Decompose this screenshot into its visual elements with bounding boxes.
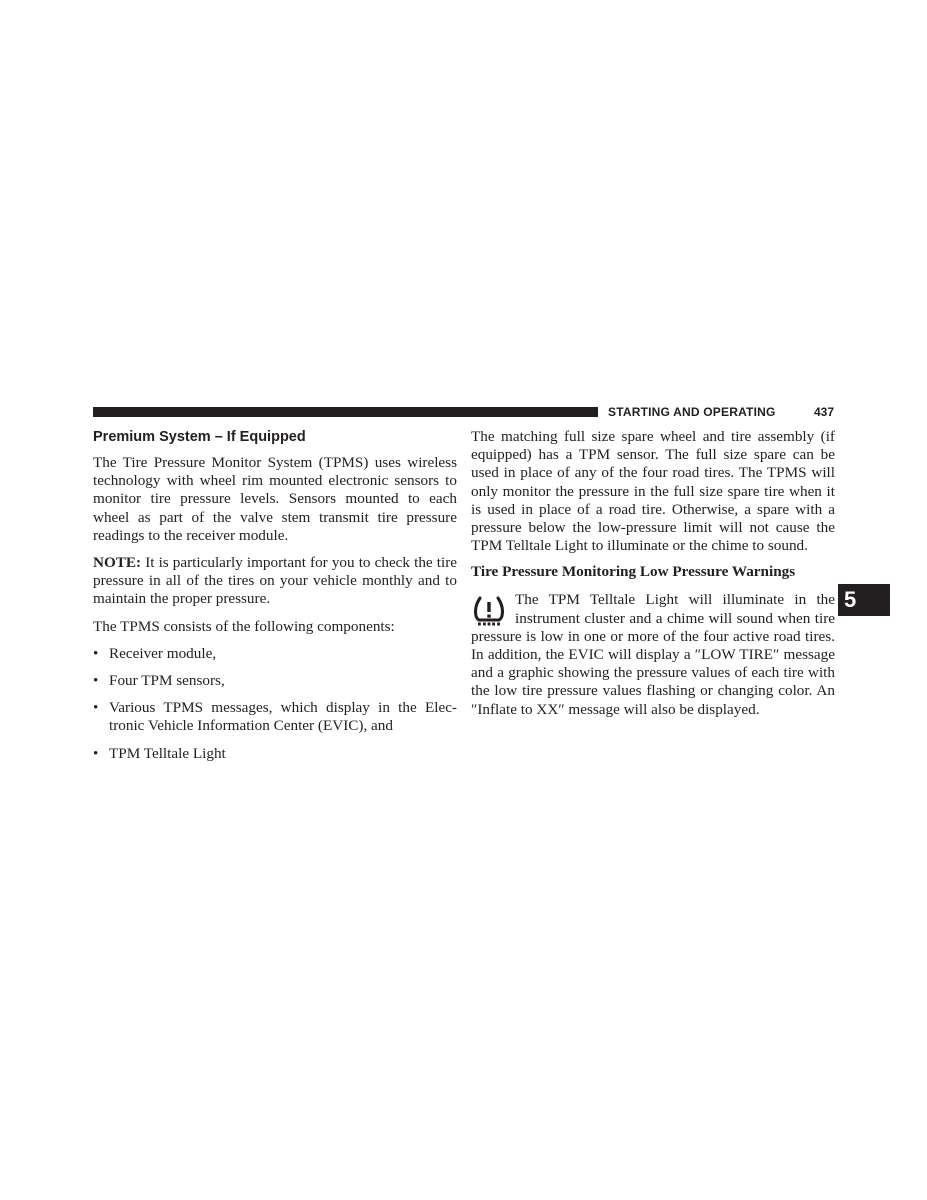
bullet: • (93, 644, 99, 662)
list-item-text: Four TPM sensors, (109, 672, 225, 690)
list-item-text: Receiver module, (109, 644, 217, 662)
warnings-heading: Tire Pressure Monitoring Low Pressure Warnings (471, 563, 796, 581)
header-rule (93, 407, 598, 417)
section-title: STARTING AND OPERATING (608, 405, 776, 419)
tire-pressure-telltale-icon (471, 595, 507, 627)
bullet: • (93, 672, 99, 690)
list-item (93, 699, 457, 735)
note-paragraph (93, 554, 457, 609)
list-item-text: Various TPMS messages, which display in the Elec-tronic Vehicle Information Center (EVIC), and (109, 699, 457, 735)
list-item (93, 645, 457, 663)
chapter-tab: 5 (838, 584, 890, 616)
warning-paragraph: The TPM Telltale Light will illuminate in the instrument cluster and a chime will sound when tire pressure is low in one or more of the four active road tires. In addition, the EVIC will display a ″LOW TIRE″ message and a graphic showing the pressure values of each tire with the low tire pressure values flashing or changing color. An ″Inflate to XX″ message will also be displayed. (471, 591, 835, 718)
spare-paragraph: The matching full size spare wheel and tire assembly (if equipped) has a TPM sensor. The full size spare can be used in place of any of the four road tires. The TPMS will only monitor the pressure in the full size spare tire when it is used in place of a road tire. Otherwise, a spare with a pressure below the low-pressure limit will not cause the TPM Telltale Light to illuminate or the chime to sound. (471, 428, 835, 555)
list-item-text: TPM Telltale Light (109, 744, 226, 762)
section-heading: Premium System – If Equipped (93, 429, 306, 445)
right-column (471, 428, 835, 728)
components-list (93, 645, 457, 763)
note-text: It is particularly important for you to check the tire pressure in all of the tires on your vehicle monthly and to maintain the proper pressure. (93, 554, 457, 608)
components-intro: The TPMS consists of the following components: (93, 617, 395, 635)
page-number: 437 (814, 405, 835, 419)
intro-paragraph: The Tire Pressure Monitor System (TPMS) uses wireless technology with wheel rim mounted electronic sensors to monitor tire pressure levels. Sensors mounted to each wheel as part of the valve stem transmit tire pressure readings to the receiver module. (93, 454, 457, 544)
bullet: • (93, 744, 99, 762)
bullet: • (93, 699, 99, 717)
left-column (93, 428, 457, 772)
note-label: NOTE: (93, 554, 142, 572)
list-item (93, 745, 457, 763)
warning-block (471, 591, 835, 718)
list-item (93, 672, 457, 690)
